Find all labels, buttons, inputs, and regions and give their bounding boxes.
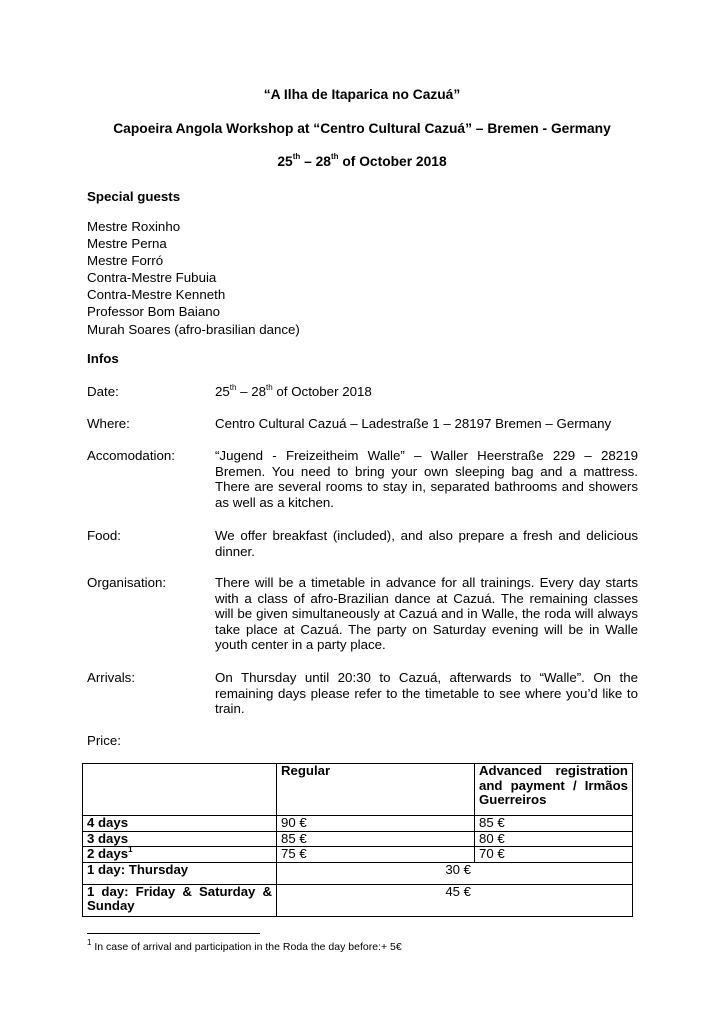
guest-item: Mestre Roxinho: [87, 219, 181, 234]
row-label: 1 day: Friday & Saturday & Sunday: [83, 884, 277, 916]
row-label: 4 days: [83, 816, 277, 832]
footnote: $^1$ In case of arrival and participation in the Roda the day before:+ 5€: [87, 937, 402, 953]
guest-item: Murah Soares (afro-brasilian dance): [87, 321, 300, 337]
special-guests-heading: Special guests: [87, 189, 181, 204]
footnote-divider: [87, 933, 260, 934]
row-regular-price: 75 €: [277, 847, 475, 863]
table-row: [83, 847, 633, 863]
footnote-marker: 1: [128, 844, 133, 854]
guest-item: Professor Bom Baiano: [87, 304, 221, 320]
event-dates: 25th – 28th of October 2018: [277, 152, 447, 169]
row-label: 1 day: Thursday: [83, 862, 277, 884]
arrivals-label: Arrivals:: [87, 670, 136, 685]
row-advanced-price: 80 €: [475, 831, 633, 847]
accomodation-value: “Jugend - Freizeitheim Walle” – Waller Heerstraße 229 – 28219 Bremen. You need to bring your own sleeping bag and a mattress. There are several rooms to stay in, separated bathrooms and showers as well as a kitchen.: [215, 448, 638, 510]
price-label: Price:: [87, 733, 121, 748]
food-label: Food:: [87, 528, 122, 543]
date-label: Date:: [87, 384, 119, 399]
row-label: 2 days$^1$: [83, 847, 277, 863]
row-regular-price: 90 €: [277, 816, 475, 832]
price-table: [82, 763, 633, 917]
row-merged-price: 30 €: [277, 862, 633, 884]
guest-item: Contra-Mestre Kenneth: [87, 287, 226, 303]
food-value: We offer breakfast (included), and also prepare a fresh and delicious dinner.: [215, 528, 638, 559]
document-subtitle: Capoeira Angola Workshop at “Centro Cultural Cazuá” – Bremen - Germany: [113, 121, 611, 136]
accomodation-label: Accomodation:: [87, 448, 175, 463]
table-header-regular: Regular: [277, 764, 475, 816]
guest-item: Contra-Mestre Fubuia: [87, 270, 217, 286]
row-regular-price: 85 €: [277, 831, 475, 847]
table-header-advanced: Advanced registration and payment / Irmãos Guerreiros: [475, 764, 633, 816]
organisation-value: There will be a timetable in advance for all trainings. Every day starts with a class of afro-Brazilian dance at Cazuá. The remaining classes will be given simultaneously at Cazuá and in Walle, the roda will always take place at Cazuá. The party on Saturday evening will be in Walle youth center in a party place.: [215, 575, 638, 653]
row-merged-price: 45 €: [277, 884, 633, 916]
guest-item: Mestre Perna: [87, 236, 167, 252]
organisation-label: Organisation:: [87, 575, 167, 590]
table-row: [83, 884, 633, 916]
infos-heading: Infos: [87, 351, 119, 366]
guests-list: [87, 218, 300, 338]
row-label: 3 days: [83, 831, 277, 847]
table-header-row: [83, 764, 633, 816]
table-header-empty: [83, 764, 277, 816]
row-advanced-price: 85 €: [475, 816, 633, 832]
table-row: [83, 862, 633, 884]
where-value: Centro Cultural Cazuá – Ladestraße 1 – 28197 Bremen – Germany: [215, 416, 612, 431]
guest-item: Mestre Forró: [87, 253, 164, 269]
date-value: 25th – 28th of October 2018: [215, 382, 372, 399]
document-title: “A Ilha de Itaparica no Cazuá”: [263, 87, 461, 102]
table-row: [83, 831, 633, 847]
table-row: [83, 816, 633, 832]
row-advanced-price: 70 €: [475, 847, 633, 863]
arrivals-value: On Thursday until 20:30 to Cazuá, afterwards to “Walle”. On the remaining days please refer to the timetable to see where you’d like to train.: [215, 670, 638, 717]
where-label: Where:: [87, 416, 130, 431]
